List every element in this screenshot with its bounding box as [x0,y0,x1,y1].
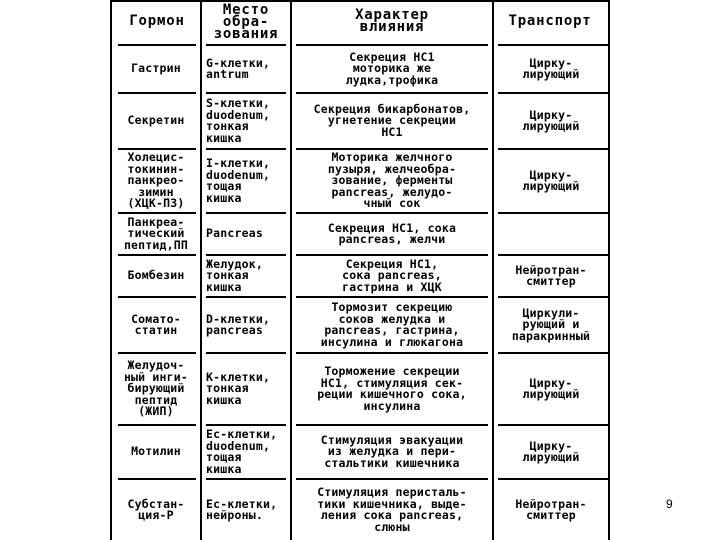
cell-line: сока pancreas, [342,268,442,283]
row-divider [296,212,488,214]
row-divider [206,352,286,354]
row-divider [118,92,196,94]
cell-line: из желудка и пери- [327,444,457,459]
cell-line: Тормозит секрецию [331,300,453,314]
cell-line: тонкая [206,119,249,133]
table-border-left [110,0,112,540]
cell-line: тический [127,226,185,241]
row-divider [206,148,286,150]
cell-place [204,215,290,253]
cell-line: Ес-клетки, [206,496,278,511]
cell-place [204,257,290,295]
cell-transport [496,47,606,91]
cell-line: кишка [206,279,242,294]
cell-line: Стимуляция эвакуации [320,432,464,447]
column-divider [492,0,494,540]
cell-transport [496,95,606,147]
cell-line: Холецис- [127,150,185,165]
cell-line: тощая [206,179,242,193]
cell-line: Бомбезин [127,268,185,283]
cell-line: pancreas, желчи [338,232,446,246]
cell-effect [294,151,490,211]
cell-hormone [114,257,198,295]
cell-line: Секреция НС1 [349,49,435,64]
cell-line: инсулина и глюкагона [320,334,464,349]
cell-hormone [114,299,198,351]
cell-line: S-клетки, [206,96,271,110]
row-divider [118,352,196,354]
row-divider [498,212,610,214]
cell-line: инсулина [363,398,421,413]
cell-line: Сомато- [131,311,181,326]
header-effect-line-2: влияния [359,19,425,35]
cell-line: Цирку- [529,167,573,182]
cell-line: (ХЦК-ПЗ) [127,196,185,211]
cell-line: лирующий [522,119,580,133]
cell-line: antrum [206,67,249,81]
cell-line: кишка [206,130,242,145]
cell-line: Ес-клетки, [206,427,278,441]
cell-line: Нейротран- [515,496,587,511]
cell-transport [496,481,606,539]
cell-line: Нейротран- [515,262,587,277]
cell-line: Мотилин [131,444,181,459]
row-divider [498,44,610,46]
hormone-table [110,0,610,540]
cell-transport [496,151,606,211]
cell-line: пузыря, желчеобра- [327,161,457,176]
cell-line: панкрео- [127,173,185,188]
row-divider [296,44,488,46]
row-divider [498,254,610,256]
cell-line: ный инги- [123,369,189,384]
cell-line: Секреция НС1, сока [327,220,457,235]
cell-line: нейроны. [206,508,263,522]
row-divider [206,44,286,46]
header-transport [494,4,606,38]
cell-line: лирующий [522,387,580,401]
cell-line: чный сок [363,196,421,211]
cell-line: Циркули- [522,305,580,320]
cell-transport [496,355,606,423]
cell-effect [294,481,490,539]
row-divider [498,352,610,354]
header-place [202,2,290,42]
cell-line: Панкреа- [127,214,185,229]
row-divider [206,92,286,94]
cell-hormone [114,151,198,211]
cell-line: Цирку- [529,438,573,453]
header-effect-line-1: Характер [355,7,429,23]
row-divider [206,478,286,480]
cell-line: угнетение секреции [327,113,457,128]
cell-line: К-клетки, [206,369,271,384]
cell-line: смиттер [526,508,576,522]
cell-line: I-клетки, [206,156,271,170]
cell-line: Секреция НС1, [345,256,439,271]
cell-place [204,481,290,539]
cell-effect [294,215,490,253]
cell-line: тики кишечника, выде- [317,496,467,511]
cell-line: тощая [206,450,242,464]
cell-line: Цирку- [529,107,573,122]
cell-line: соков желудка и [338,311,446,326]
cell-transport [496,299,606,351]
cell-line: Стимуляция перисталь- [317,485,467,499]
row-divider [118,424,196,426]
cell-hormone [114,215,198,253]
cell-hormone [114,47,198,91]
row-divider [498,478,610,480]
cell-hormone [114,355,198,423]
cell-line: duodenum, [206,438,271,453]
cell-line: НС1 [381,124,403,139]
cell-line: токинин- [127,161,185,176]
row-divider [118,478,196,480]
table-border-right [608,0,610,540]
row-divider [296,352,488,354]
cell-line: смиттер [526,274,576,288]
header-hormone [114,4,200,38]
row-divider [498,148,610,150]
cell-place [204,151,290,211]
cell-line: НС1, стимуляция сек- [320,375,464,390]
row-divider [498,92,610,94]
cell-line: ления сока pancreas, [320,508,464,522]
column-divider [200,0,202,540]
cell-line: Субстан- [127,496,185,511]
cell-hormone [114,481,198,539]
column-divider [290,0,292,540]
cell-line: лирующий [522,179,580,193]
row-divider [296,424,488,426]
cell-line: D-клетки, [206,311,271,326]
header-place-line-1: Место [222,2,270,18]
header-effect [292,4,492,38]
cell-line: лудка,трофика [345,72,439,87]
cell-hormone [114,95,198,147]
cell-line: ция-Р [138,508,174,522]
cell-effect [294,257,490,295]
cell-line: пептид,ПП [123,237,189,252]
cell-line: Торможение секреции [324,364,460,378]
cell-line: duodenum, [206,167,271,182]
cell-hormone [114,427,198,477]
header-place-line-2: обра- [222,14,270,30]
cell-place [204,299,290,351]
cell-line: pancreas, гастрина, [324,323,460,337]
cell-effect [294,47,490,91]
cell-line: моторика же [352,61,432,76]
row-divider [206,424,286,426]
cell-line: duodenum, [206,107,271,122]
row-divider [118,254,196,256]
cell-line: гастрина и ХЦК [342,279,442,294]
row-divider [118,212,196,214]
row-divider [296,296,488,298]
row-divider [118,44,196,46]
cell-effect [294,299,490,351]
cell-line: рующий и [522,317,580,332]
cell-line: стальтики кишечника [324,455,460,470]
cell-line: лирующий [522,67,580,81]
cell-line: тонкая [206,268,249,283]
cell-line: Цирку- [529,375,573,390]
cell-line: pancreas [206,323,263,337]
row-divider [296,92,488,94]
table-border-top [110,0,610,2]
cell-line: Цирку- [529,55,573,70]
cell-line: зимин [138,184,174,199]
row-divider [296,478,488,480]
cell-line: G-клетки, [206,55,271,70]
cell-line: Моторика желчного [331,150,453,165]
cell-line: Гастрин [131,61,181,76]
cell-place [204,47,290,91]
cell-place [204,355,290,423]
cell-line: кишка [206,461,242,476]
page-number: 9 [666,497,673,511]
cell-line: Секретин [127,113,185,128]
row-divider [118,296,196,298]
cell-line: слюны [374,519,410,534]
cell-line: Желудок, [206,256,263,271]
cell-line: статин [134,323,178,337]
header-hormone-text: Гормон [129,13,185,29]
cell-line: кишка [206,392,242,407]
cell-transport [496,257,606,295]
header-transport-text: Транспорт [508,13,592,29]
row-divider [498,424,610,426]
cell-line: паракринный [511,328,591,343]
cell-line: pancreas, желудо- [331,184,453,199]
cell-transport [496,427,606,477]
cell-line: Желудоч- [127,358,185,373]
cell-transport [496,215,606,253]
cell-line: пептид [134,392,178,407]
cell-line: (ЖИП) [138,404,174,419]
row-divider [296,254,488,256]
cell-effect [294,355,490,423]
cell-line: Pancreas [206,226,263,241]
cell-line: кишка [206,190,242,205]
cell-line: зование, ферменты [331,173,453,188]
row-divider [206,296,286,298]
row-divider [206,254,286,256]
cell-line: реции кишечного сока, [317,387,467,401]
cell-effect [294,95,490,147]
cell-line: тонкая [206,381,249,396]
cell-line: Секреция бикарбонатов, [313,101,471,116]
cell-place [204,95,290,147]
cell-place [204,427,290,477]
header-place-line-3: зования [213,26,279,42]
cell-line: бирующий [127,381,185,396]
cell-line: лирующий [522,450,580,464]
row-divider [498,296,610,298]
cell-effect [294,427,490,477]
row-divider [206,212,286,214]
